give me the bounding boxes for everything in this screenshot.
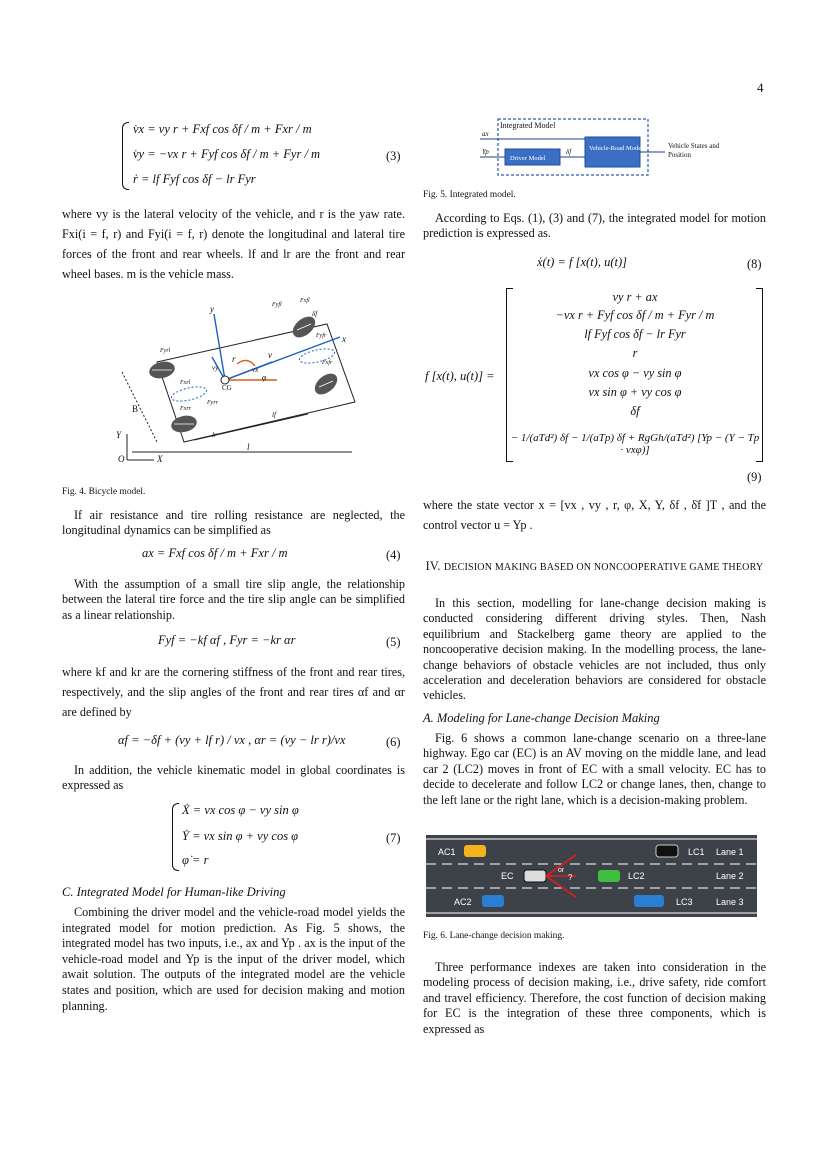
eq9-row-8: − 1/(aTd²) δf − 1/(aTp) δ̇f + RgGh/(aTd²) [Yp − (Y − Tp · vxφ)] bbox=[510, 432, 760, 456]
subsection-heading-c: C. Integrated Model for Human-like Driving bbox=[62, 885, 286, 899]
section-number: IV. bbox=[425, 559, 441, 573]
fig6-caption: Fig. 6. Lane-change decision making. bbox=[423, 931, 565, 941]
fig4-fyr-label: Fyrl bbox=[160, 348, 171, 354]
eq9-row-2: −vx r + Fyf cos δf / m + Fyr / m bbox=[555, 308, 715, 322]
fig5-driver-block: Driver Model bbox=[510, 155, 546, 162]
fig5-caption: Fig. 5. Integrated model. bbox=[423, 190, 516, 200]
eq9-row-1: vy r + ax bbox=[612, 290, 658, 304]
bicycle-model-figure bbox=[112, 292, 362, 464]
fig6-ac1-label: AC1 bbox=[438, 847, 456, 857]
eq8-text: ẋ(t) = f [x(t), u(t)] bbox=[537, 255, 628, 269]
fig4-O-label: O bbox=[118, 454, 125, 464]
eq3-line1: v̇x = vy r + Fxf cos δf / m + Fxr / m bbox=[133, 122, 312, 136]
fig4-y-label: y bbox=[210, 304, 214, 314]
fig4-r-label: r bbox=[232, 354, 236, 364]
left-paragraph-2: If air resistance and tire rolling resistance are neglected, the longitudinal dynamics can be simplified as bbox=[62, 508, 405, 538]
right-paragraph-4: Fig. 6 shows a common lane-change scenario on a three-lane highway. Ego car (EC) is an AV moving on the middle lane, and lead car 2 (LC2) moves in front of EC with a small velocity. EC has to decide to decelerate and follow LC2 or change lanes, then, change to the left lane or the right lane, which is a decision-making problem. bbox=[423, 731, 766, 807]
eq3-line2: v̇y = −vx r + Fyf cos δf / m + Fyr / m bbox=[133, 147, 321, 161]
eq9-row-6: vx sin φ + vy cos φ bbox=[588, 385, 682, 399]
eq3-number: (3) bbox=[386, 149, 401, 163]
eq8-number: (8) bbox=[747, 257, 762, 271]
eq9-row-5: vx cos φ − vy sin φ bbox=[588, 366, 682, 380]
fig6-lc2-label: LC2 bbox=[628, 871, 645, 881]
eq9-row-7: δ̇f bbox=[630, 404, 640, 418]
eq9-number: (9) bbox=[747, 470, 762, 484]
fig5-vehicle-road-block: Vehicle-Road Model bbox=[589, 145, 643, 152]
fig4-fxfr-label: Fxfr bbox=[322, 360, 333, 366]
eq9-lhs: f [x(t), u(t)] = bbox=[425, 369, 495, 383]
fig4-delta-label: δf bbox=[312, 310, 318, 318]
fig4-fxrr-label: Fxrr bbox=[180, 406, 191, 412]
fig4-phi-label: φ bbox=[262, 373, 267, 382]
ac1-car bbox=[464, 845, 486, 857]
fig5-box-title: Integrated Model bbox=[500, 121, 556, 130]
lc2-car bbox=[598, 870, 620, 882]
subsection-heading-a: A. Modeling for Lane-change Decision Making bbox=[423, 711, 660, 725]
fig6-ac2-label: AC2 bbox=[454, 897, 472, 907]
fig5-ax-label: ax bbox=[482, 130, 489, 138]
eq7-line2: Ẏ = vx sin φ + vy cos φ bbox=[182, 829, 299, 843]
eq7-line1: Ẋ = vx cos φ − vy sin φ bbox=[182, 803, 299, 817]
fig4-l-label: l bbox=[247, 442, 250, 452]
fig4-lr-label: lr bbox=[212, 431, 217, 439]
eq4-number: (4) bbox=[386, 548, 401, 562]
fig6-or-label: or bbox=[558, 867, 565, 874]
left-paragraph-5: In addition, the vehicle kinematic model in global coordinates is expressed as bbox=[62, 763, 405, 793]
lane-change-figure bbox=[426, 835, 757, 917]
fig6-lane1-label: Lane 1 bbox=[716, 847, 744, 857]
fig6-lane3-label: Lane 3 bbox=[716, 897, 744, 907]
eq4-text: ax = Fxf cos δf / m + Fxr / m bbox=[142, 546, 288, 560]
eq7-number: (7) bbox=[386, 831, 401, 845]
eq9-row-3: lf Fyf cos δf − lr Fyr bbox=[584, 327, 686, 341]
page-number: 4 bbox=[757, 80, 764, 95]
left-paragraph-4: where kf and kr are the cornering stiffness of the front and rear tires, respectively, and the slip angles of the front and rear tires αf and αr are defined by bbox=[62, 665, 405, 719]
eq3-line3: ṙ = lf Fyf cos δf − lr Fyr bbox=[133, 172, 256, 186]
right-paragraph-3: In this section, modelling for lane-change decision making is conducted considering different driving styles. Then, Nash equilibrium and Stackelberg game theory are applied to the noncooperative decision making. In the modelling process, the lane-change behaviors of obstacle vehicles are not included, thus only acceleration and deceleration behaviors are considered for obstacle vehicles. bbox=[423, 596, 766, 703]
eq5-text: Fyf = −kf αf , Fyr = −kr αr bbox=[158, 633, 296, 647]
fig5-output-label: Vehicle States and Position bbox=[668, 142, 720, 159]
fig4-cg-label: CG bbox=[222, 384, 232, 392]
fig4-lf-label: lf bbox=[272, 411, 276, 419]
fig4-fyrr-label: Fyrr bbox=[207, 400, 218, 406]
fig4-X-label: X bbox=[157, 454, 163, 464]
fig4-vx-label: vx bbox=[252, 366, 259, 374]
fig6-question-label: ? bbox=[568, 873, 573, 882]
left-paragraph-3: With the assumption of a small tire slip angle, the relationship between the lateral tire force and the tire slip angle can be simplified as a linear relationship. bbox=[62, 577, 405, 622]
fig6-lane2-label: Lane 2 bbox=[716, 871, 744, 881]
fig5-yp-label: Yp bbox=[482, 148, 489, 156]
fig4-B-label: B bbox=[132, 404, 139, 414]
fig4-fxr-label: Fxrl bbox=[180, 380, 191, 386]
left-paragraph-1: where vy is the lateral velocity of the vehicle, and r is the yaw rate. Fxi(i = f, r) and Fyi(i = f, r) denote the longitudinal and lateral tire forces of the front and rear wheels. lf and lr are the front and rear wheel bases. m is the vehicle mass. bbox=[62, 207, 405, 281]
fig6-lc1-label: LC1 bbox=[688, 847, 705, 857]
right-paragraph-2: where the state vector x = [vx , vy , r, φ, X, Y, δf , δ̇f ]T , and the control vector u = Yp . bbox=[423, 498, 766, 532]
fig6-ec-label: EC bbox=[501, 871, 514, 881]
ec-car bbox=[524, 870, 546, 882]
lc3-car bbox=[634, 895, 664, 907]
right-paragraph-5: Three performance indexes are taken into consideration in the modeling process of decision making, i.e., drive safety, ride comfort and travel efficiency. Therefore, the cost function of decision making for EC is the integration of these three components, which is expressed as bbox=[423, 960, 766, 1036]
ac2-car bbox=[482, 895, 504, 907]
lc1-car bbox=[656, 845, 678, 857]
eq6-text: αf = −δf + (vy + lf r) / vx , αr = (vy − lr r)/vx bbox=[118, 733, 346, 747]
fig4-fxf-label: Fxfl bbox=[300, 298, 310, 304]
eq7-line3: φ̇ = r bbox=[182, 853, 209, 867]
fig6-lc3-label: LC3 bbox=[676, 897, 693, 907]
fig4-Y-label: Y bbox=[116, 430, 122, 440]
fig4-vy-label: vy bbox=[212, 364, 219, 372]
fig4-x-label: x bbox=[342, 334, 346, 344]
right-paragraph-1: According to Eqs. (1), (3) and (7), the integrated model for motion prediction is expressed as. bbox=[423, 211, 766, 241]
fig4-caption: Fig. 4. Bicycle model. bbox=[62, 487, 146, 497]
eq9-row-4: r bbox=[632, 346, 638, 360]
fig5-delta-label: δf bbox=[566, 148, 572, 156]
section-title: DECISION MAKING BASED ON NONCOOPERATIVE GAME THEORY bbox=[443, 562, 764, 573]
fig4-fyfr-label: Fyfr bbox=[316, 333, 327, 339]
eq6-number: (6) bbox=[386, 735, 401, 749]
section-heading-iv bbox=[423, 559, 766, 574]
fig4-v-label: v bbox=[268, 350, 272, 360]
left-paragraph-6: Combining the driver model and the vehicle-road model yields the integrated model for motion prediction. As Fig. 5 shows, the integrated model has two inputs, i.e., ax and Yp . ax is the input of the vehicle-road model and Yp is the input of the driver model, which await solution. The outputs of the integrated model are the vehicle states and position, which are used for decision making and motion planning. bbox=[62, 905, 405, 1013]
fig4-fyf-label: Fyfl bbox=[272, 302, 282, 308]
eq5-number: (5) bbox=[386, 635, 401, 649]
